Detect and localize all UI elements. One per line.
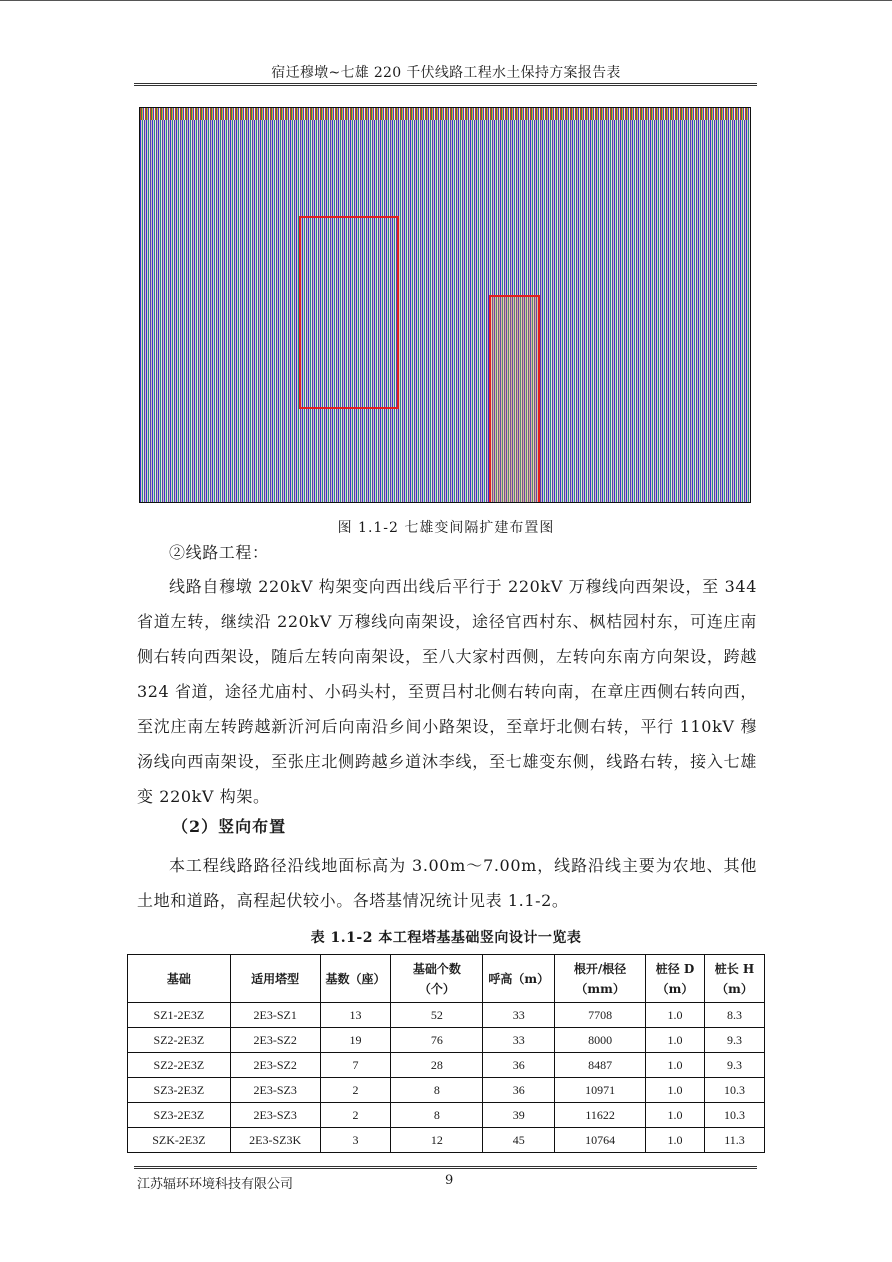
cell-pile-diameter: 1.0 bbox=[646, 1028, 705, 1053]
table-header-row bbox=[128, 955, 765, 1003]
col-header-base-count: 基数（座） bbox=[320, 955, 391, 1003]
cell-tower-type: 2E3-SZ1 bbox=[230, 1003, 320, 1028]
cell-root-spacing: 10764 bbox=[555, 1128, 646, 1153]
cell-foundation-count: 8 bbox=[391, 1103, 483, 1128]
header-rule bbox=[134, 83, 757, 84]
cell-root-spacing: 10971 bbox=[555, 1078, 646, 1103]
tower-foundation-table bbox=[127, 954, 765, 1153]
expansion-area-highlight-left bbox=[299, 216, 399, 409]
cell-pile-length: 9.3 bbox=[705, 1028, 765, 1053]
cell-pile-diameter: 1.0 bbox=[646, 1003, 705, 1028]
header-rule-double bbox=[134, 85, 757, 86]
cell-pile-length: 9.3 bbox=[705, 1053, 765, 1078]
route-heading: ②线路工程： bbox=[169, 543, 269, 562]
cell-foundation-count: 12 bbox=[391, 1128, 483, 1153]
route-description: 线路自穆墩 220kV 构架变向西出线后平行于 220kV 万穆线向西架设，至 344 省道左转，继续沿 220kV 万穆线向南架设，途径官西村东、枫桔园村东，可连庄南侧右转向西架设，随后左转向南架设，至八大家村西侧，左转向东南方向架设，跨越 324 省道，途径尤庙村、小码头村，至贾吕村北侧右转向南，在章庄西侧右转向西，至沈庄南左转跨越新沂河后向南沿乡间小路架设，至章圩北侧右转，平行 110kV 穆汤线向西南架设，至张庄北侧跨越乡道沐李线，至七雄变东侧，线路右转，接入七雄变 220kV 构架。 bbox=[137, 577, 757, 806]
cell-base-count: 7 bbox=[320, 1053, 391, 1078]
cell-pile-diameter: 1.0 bbox=[646, 1078, 705, 1103]
cell-foundation-count: 28 bbox=[391, 1053, 483, 1078]
cell-pile-diameter: 1.0 bbox=[646, 1128, 705, 1153]
cell-foundation: SZ3-2E3Z bbox=[128, 1103, 231, 1128]
col-header-tower-type: 适用塔型 bbox=[230, 955, 320, 1003]
cell-foundation-count: 8 bbox=[391, 1078, 483, 1103]
cell-tower-type: 2E3-SZ3 bbox=[230, 1078, 320, 1103]
cell-nominal-height: 36 bbox=[483, 1053, 555, 1078]
cell-tower-type: 2E3-SZ3K bbox=[230, 1128, 320, 1153]
table-row bbox=[128, 1078, 765, 1103]
cell-nominal-height: 33 bbox=[483, 1028, 555, 1053]
cell-root-spacing: 8000 bbox=[555, 1028, 646, 1053]
cell-nominal-height: 36 bbox=[483, 1078, 555, 1103]
vertical-layout-description: 本工程线路路径沿线地面标高为 3.00m～7.00m，线路沿线主要为农地、其他土地和道路，高程起伏较小。各塔基情况统计见表 1.1-2。 bbox=[137, 856, 757, 910]
expansion-area-highlight-right bbox=[489, 295, 540, 503]
cell-root-spacing: 7708 bbox=[555, 1003, 646, 1028]
cell-pile-length: 10.3 bbox=[705, 1103, 765, 1128]
page-number: 9 bbox=[445, 1173, 454, 1188]
figure-caption: 图 1.1-2 七雄变间隔扩建布置图 bbox=[337, 520, 555, 536]
footer-company-name: 江苏辐环环境科技有限公司 bbox=[137, 1177, 294, 1192]
cell-pile-diameter: 1.0 bbox=[646, 1103, 705, 1128]
col-header-pile-diameter: 桩径 D （m） bbox=[646, 955, 705, 1003]
cell-base-count: 3 bbox=[320, 1128, 391, 1153]
table-row bbox=[128, 1003, 765, 1028]
table-row bbox=[128, 1128, 765, 1153]
cell-foundation-count: 76 bbox=[391, 1028, 483, 1053]
cell-foundation: SZ2-2E3Z bbox=[128, 1053, 231, 1078]
page-header-title: 宿迁穆墩~七雄 220 千伏线路工程水土保持方案报告表 bbox=[271, 65, 621, 81]
col-header-nominal-height: 呼高（m） bbox=[483, 955, 555, 1003]
cell-base-count: 2 bbox=[320, 1078, 391, 1103]
table-row bbox=[128, 1028, 765, 1053]
cell-base-count: 13 bbox=[320, 1003, 391, 1028]
drawing-top-band bbox=[140, 108, 750, 120]
cell-nominal-height: 33 bbox=[483, 1003, 555, 1028]
cell-tower-type: 2E3-SZ2 bbox=[230, 1053, 320, 1078]
table-row bbox=[128, 1103, 765, 1128]
layout-drawing-figure bbox=[139, 107, 751, 503]
cell-tower-type: 2E3-SZ3 bbox=[230, 1103, 320, 1128]
cell-base-count: 19 bbox=[320, 1028, 391, 1053]
cell-foundation: SZ3-2E3Z bbox=[128, 1078, 231, 1103]
cell-nominal-height: 45 bbox=[483, 1128, 555, 1153]
cell-nominal-height: 39 bbox=[483, 1103, 555, 1128]
table-row bbox=[128, 1053, 765, 1078]
vertical-layout-heading: （2）竖向布置 bbox=[172, 817, 287, 836]
cell-pile-length: 10.3 bbox=[705, 1078, 765, 1103]
col-header-pile-length: 桩长 H （m） bbox=[705, 955, 765, 1003]
footer-rule-double bbox=[134, 1168, 757, 1169]
cell-foundation: SZ1-2E3Z bbox=[128, 1003, 231, 1028]
cell-base-count: 2 bbox=[320, 1103, 391, 1128]
cell-foundation: SZK-2E3Z bbox=[128, 1128, 231, 1153]
table-title: 表 1.1-2 本工程塔基基础竖向设计一览表 bbox=[310, 930, 582, 946]
cell-pile-length: 11.3 bbox=[705, 1128, 765, 1153]
cell-foundation-count: 52 bbox=[391, 1003, 483, 1028]
cell-root-spacing: 8487 bbox=[555, 1053, 646, 1078]
col-header-foundation: 基础 bbox=[128, 955, 231, 1003]
col-header-root-spacing: 根开/根径 （mm） bbox=[555, 955, 646, 1003]
cell-tower-type: 2E3-SZ2 bbox=[230, 1028, 320, 1053]
cell-foundation: SZ2-2E3Z bbox=[128, 1028, 231, 1053]
cell-pile-length: 8.3 bbox=[705, 1003, 765, 1028]
cell-pile-diameter: 1.0 bbox=[646, 1053, 705, 1078]
cell-root-spacing: 11622 bbox=[555, 1103, 646, 1128]
top-border-line bbox=[0, 0, 892, 1]
col-header-foundation-count: 基础个数 （个） bbox=[391, 955, 483, 1003]
footer-rule bbox=[134, 1166, 757, 1167]
